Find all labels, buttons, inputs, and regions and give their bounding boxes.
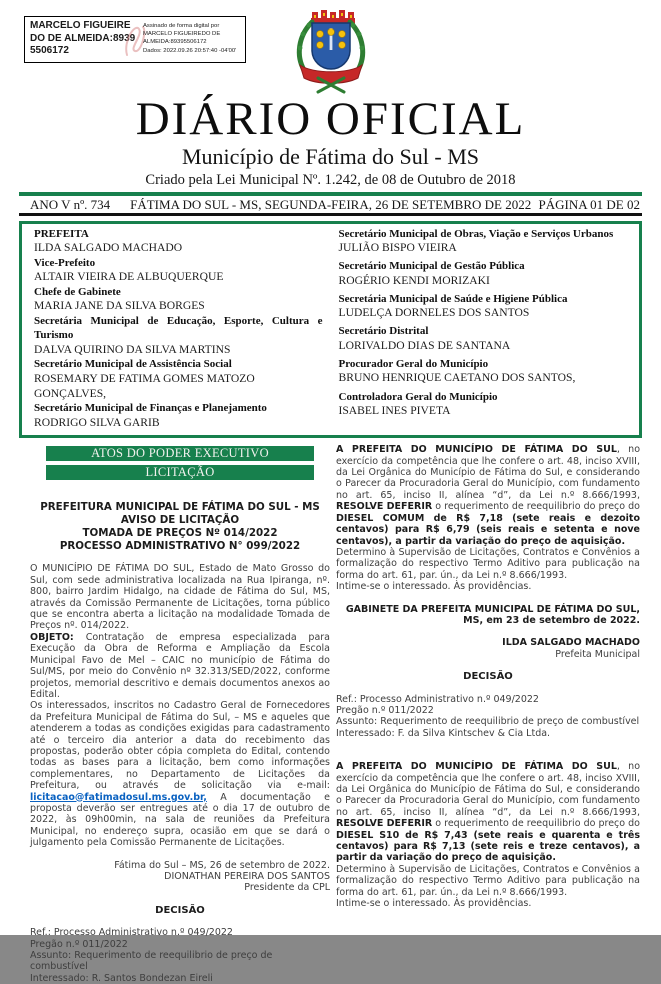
right-column <box>336 444 640 984</box>
edition-infobar <box>30 196 640 213</box>
text-run: RESOLVE DEFERIR <box>336 818 433 830</box>
left-column <box>30 444 330 984</box>
text-run: DECISÃO <box>155 904 205 916</box>
paragraph <box>30 632 330 700</box>
text-run: A documentação e proposta deverão ser entregues até o dia 17 de outubro de 2022, às 09h00min, na sala de reuniões da Prefeitura Municipal, no endereço supra, ocasião em que se dará o julgamento pela Comissão Permanente de Licitações. <box>30 791 330 849</box>
notice-heading <box>30 514 330 527</box>
signature-name: MARCELO FIGUEIREDO DE ALMEIDA:89395506172 <box>30 20 136 56</box>
text-run: Fátima do Sul – MS, 26 de setembro de 2022. <box>114 859 330 871</box>
official-name: BRUNO HENRIQUE CAETANO DOS SANTOS, <box>338 371 576 385</box>
text-run: DIESEL S10 de R$ 7,43 (sete reais e quarenta e três centavos) para R$ 7,13 (sete reis e treze centavos), a partir da variação do preço de aquisição. <box>336 829 640 864</box>
text-run: Prefeita Municipal <box>555 648 640 660</box>
official-name: MARIA JANE DA SILVA BORGES <box>34 299 205 313</box>
official-title: Vice-Prefeito <box>34 256 96 269</box>
official-entry <box>339 227 628 256</box>
signer-role <box>336 649 640 660</box>
text-run: Ref.: Processo Administrativo n.º 049/2022 <box>30 927 233 939</box>
edition-date: FÁTIMA DO SUL - MS, SEGUNDA-FEIRA, 26 DE SETEMBRO DE 2022 <box>130 197 532 212</box>
text-run: DIONATHAN PEREIRA DOS SANTOS <box>164 871 330 882</box>
masthead-title: DIÁRIO OFICIAL <box>135 93 526 145</box>
dateline <box>30 860 330 871</box>
ref-line <box>336 716 640 727</box>
masthead-subtitle: Município de Fátima do Sul - MS <box>182 144 479 169</box>
notice-heading <box>30 540 330 553</box>
text-run: DIESEL COMUM de R$ 7,18 (sete reais e dezoito centavos) para R$ 6,79 (seis reais e setenta e nove centavos), a partir da variação do preço de aquisição. <box>336 512 640 547</box>
text-run: DECISÃO <box>463 671 513 683</box>
official-entry <box>34 357 323 401</box>
masthead-law-line: Criado pela Lei Municipal Nº. 1.242, de 08 de Outubro de 2018 <box>145 172 516 188</box>
official-title: Secretário Distrital <box>338 325 429 338</box>
official-title: Secretário Municipal de Assistência Social <box>34 358 232 371</box>
official-entry <box>339 390 628 419</box>
gabinete-line <box>336 604 640 627</box>
signature-details-line: ALMEIDA:89395506172 <box>143 39 207 46</box>
text-run: RESOLVE DEFERIR <box>336 501 433 513</box>
text-run: Assunto: Requerimento de reequilibrio de preço de combustível <box>30 950 273 973</box>
right-article <box>336 444 640 909</box>
paragraph <box>30 700 330 848</box>
text-run: OBJETO: <box>30 631 86 643</box>
text-run: Determino à Supervisão de Licitações, Contratos e Convênios a formalização do respectivo Termo Aditivo para publicação na forma do art. 61, par. ún., da Lei n.º 8.666/1993. <box>336 863 640 898</box>
edition-number: ANO V nº. 734 <box>30 197 111 212</box>
officials-column-right <box>339 227 628 431</box>
official-title: Secretário Municipal de Finanças e Planejamento <box>34 402 267 415</box>
official-entry <box>34 314 323 358</box>
official-title: Secretário Municipal de Gestão Pública <box>338 260 525 273</box>
signer-role <box>30 882 330 893</box>
ref-line <box>30 939 330 950</box>
text-run: o requerimento de reequilibrio do preço do <box>432 501 640 513</box>
official-entry <box>34 227 323 256</box>
paragraph <box>336 898 640 909</box>
official-title: Secretária Municipal de Educação, Esporte, Cultura e Turismo <box>34 314 323 342</box>
signature-details-line: Assinado de forma digital por <box>143 23 220 29</box>
text-run: , no exercício da competência que lhe confere o art. 48, inciso XVIII, da Lei Orgânica do Município de Fátima do Sul, e considerando o Parecer da Procuradoria Geral do Município, com fundamento no art. 65, inciso II, alínea “d”, da Lei n.º 8.666/1993, <box>336 761 640 818</box>
section-bar-atos-do-poder-executivo: ATOS DO PODER EXECUTIVO <box>46 446 314 461</box>
ref-line <box>30 950 330 973</box>
text-run: Assunto: Requerimento de reequilibrio de preço de combustível <box>336 716 640 728</box>
ref-line <box>336 694 640 705</box>
digital-signature-box[interactable] <box>24 16 246 63</box>
paragraph <box>336 761 640 864</box>
official-name: LUDELÇA DORNELES DOS SANTOS <box>338 306 530 320</box>
official-title: Controladora Geral do Município <box>338 390 498 403</box>
text-run: Intime-se o interessado. Às providências. <box>336 898 532 910</box>
page-indicator: PÁGINA 01 DE 02 <box>538 197 640 212</box>
official-name: ILDA SALGADO MACHADO <box>34 241 183 255</box>
officials-column-left <box>34 227 323 431</box>
black-rule <box>19 213 642 216</box>
official-name: JULIÃO BISPO VIEIRA <box>338 241 457 255</box>
text-run: AVISO DE LICITAÇÃO <box>120 514 240 527</box>
notice-heading <box>30 527 330 540</box>
official-entry <box>339 357 628 386</box>
text-run: Ref.: Processo Administrativo n.º 049/2022 <box>336 693 539 705</box>
decision-title <box>336 671 640 682</box>
ref-line <box>30 973 330 984</box>
text-run: Intime-se o interessado. Às providências. <box>336 581 532 593</box>
official-title: Procurador Geral do Município <box>338 357 489 370</box>
official-name: RODRIGO SILVA GARIB <box>34 415 160 429</box>
content-columns <box>30 444 640 984</box>
text-run: Determino à Supervisão de Licitações, Contratos e Convênios a formalização do respectivo Termo Aditivo para publicação na forma do art. 61, par. ún., da Lei n.º 8.666/1993. <box>336 546 640 581</box>
text-run: Presidente da CPL <box>244 882 330 894</box>
text-run: PREFEITURA MUNICIPAL DE FÁTIMA DO SUL - MS <box>40 501 320 514</box>
signature-details <box>143 20 240 59</box>
official-name: LORIVALDO DIAS DE SANTANA <box>338 338 511 352</box>
official-title: Secretário Municipal de Obras, Viação e Serviços Urbanos <box>338 227 614 240</box>
official-title: Chefe de Gabinete <box>34 285 121 298</box>
text-run: Interessado: F. da Silva Kintschev & Cia Ltda. <box>336 727 551 739</box>
official-name: ALTAIR VIEIRA DE ALBUQUERQUE <box>34 270 224 284</box>
text-run: Pregão n.º 011/2022 <box>336 704 434 716</box>
official-entry <box>34 401 323 430</box>
text-run: PROCESSO ADMINISTRATIVO N° 099/2022 <box>59 539 301 552</box>
paragraph <box>30 563 330 631</box>
officials-box <box>19 221 642 439</box>
text-run: , no exercício da competência que lhe confere o art. 48, inciso XVIII, da Lei Orgânica do Município de Fátima do Sul, e considerando o Parecer da Procuradoria Geral do Município, com fundamento no art. 65, inciso II, alínea “d”, da Lei n.º 8.666/1993, <box>336 444 640 501</box>
official-title: Secretária Municipal de Saúde e Higiene Pública <box>338 292 568 305</box>
text-run: GABINETE DA PREFEITA MUNICIPAL DE FÁTIMA DO SUL, MS, em 23 de setembro de 2022. <box>345 603 640 626</box>
text-run: A PREFEITA DO MUNICÍPIO DE FÁTIMA DO SUL <box>336 761 617 773</box>
official-entry <box>339 292 628 321</box>
official-entry <box>34 256 323 285</box>
signer-name <box>336 637 640 648</box>
signer-name <box>30 871 330 882</box>
decision-title <box>30 905 330 916</box>
official-entry <box>34 285 323 314</box>
left-article <box>30 501 330 984</box>
paragraph <box>336 581 640 592</box>
text-run: Interessado: R. Santos Bondezan Eireli <box>30 972 213 984</box>
ref-line <box>30 927 330 938</box>
official-entry <box>339 259 628 288</box>
paragraph <box>336 864 640 898</box>
paragraph <box>336 547 640 581</box>
paragraph <box>336 444 640 547</box>
official-name: ROSEMARY DE FATIMA GOMES MATOZO GONÇALVES, <box>34 371 255 400</box>
ref-line <box>336 728 640 739</box>
text-run: A PREFEITA DO MUNICÍPIO DE FÁTIMA DO SUL <box>336 444 617 456</box>
official-name: ISABEL INES PIVETA <box>338 404 451 418</box>
official-name: DALVA QUIRINO DA SILVA MARTINS <box>34 342 231 356</box>
text-run: o requerimento de reequilibrio do preço do <box>432 818 640 830</box>
text-run: Os interessados, inscritos no Cadastro Geral de Fornecedores da Prefeitura Municipal de Fátima do Sul, – MS e aqueles que atenderem a todas as condições exigidas para cadastramento até o terceiro dia anterior a data do recebimento das propostas, poderão obter cópia completa do Edital, contendo todas as bases para a licitação, bem como informações complementares, no Departamento de Licitações da Prefeitura, ou através de solicitação via e-mail: <box>30 700 330 792</box>
official-entry <box>339 324 628 353</box>
signature-details-line: Dados: 2022.09.26 20:57:40 -04'00' <box>143 47 237 54</box>
text-run: Contratação de empresa especializada para Execução da Obra de Reforma e Ampliação da Escola Municipal Favo de Mel – CAIC no município de Fátima do Sul/MS, por meio do Convênio nº 32.313/SED/2022, conforme projetos, memorial descritivo e demais documentos anexos ao Edital. <box>30 631 330 700</box>
municipal-crest-icon <box>290 8 372 99</box>
official-name: ROGÉRIO KENDI MORIZAKI <box>338 273 490 287</box>
text-run: TOMADA DE PREÇOS Nº 014/2022 <box>82 526 278 539</box>
section-bar-licitacao: LICITAÇÃO <box>46 465 314 480</box>
text-run: O MUNICÍPIO DE FÁTIMA DO SUL, Estado de Mato Grosso do Sul, com sede administrativa localizada na Rua Ipiranga, nº. 800, bairro Jardim Hidalgo, na cidade de Fátima do Sul, MS, através da Comissão Permanente de Licitações, torna público que se encontra aberta a licitação na modalidade Tomada de Preços nº. 014/2022. <box>30 563 330 632</box>
email-link[interactable]: licitacao@fatimadosul.ms.gov.br, <box>30 791 207 803</box>
ref-line <box>336 705 640 716</box>
notice-heading <box>30 501 330 514</box>
official-title: PREFEITA <box>34 227 89 240</box>
text-run: Pregão n.º 011/2022 <box>30 938 128 950</box>
signature-details-line: MARCELO FIGUEIREDO DE <box>143 31 221 38</box>
text-run: ILDA SALGADO MACHADO <box>502 637 640 649</box>
